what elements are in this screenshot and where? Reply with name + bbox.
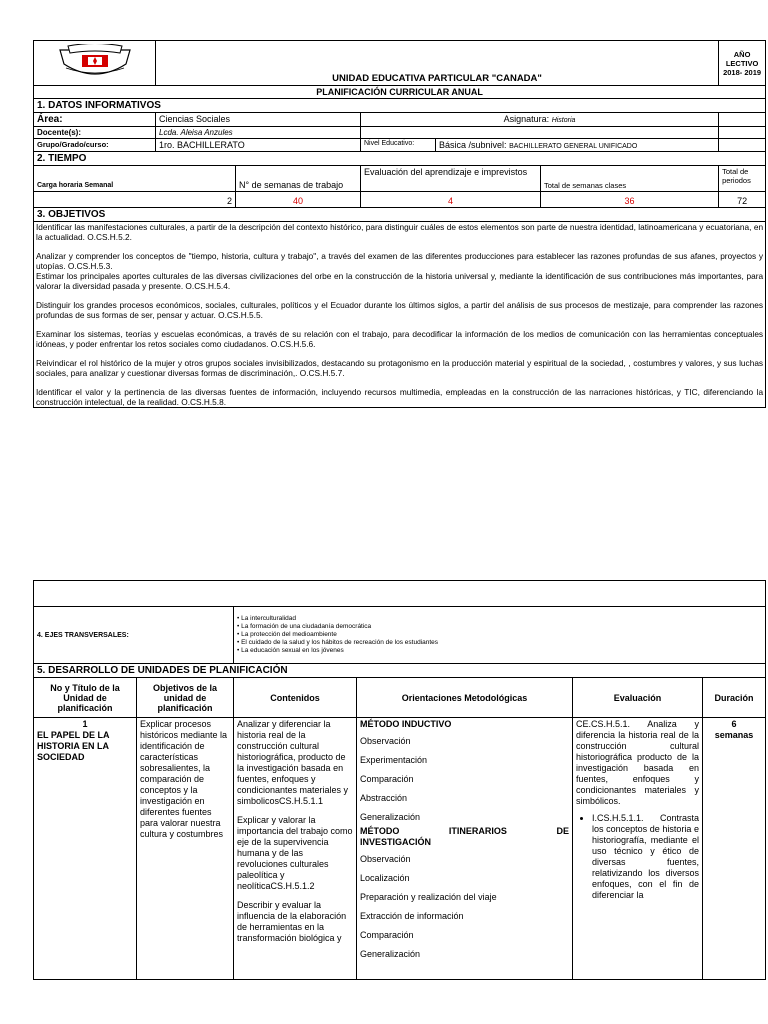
year-value: 2018- 2019 xyxy=(723,67,762,77)
objetivo-item: Identificar el valor y la pertinencia de las diversas fuentes de información, incluyendo recursos multimedia, empleadas en la construcción de las narraciones históricas, y TIC, diferenciando la construcción intelectual, de la realidad. O.CS.H.5.8. xyxy=(36,387,764,407)
unit-cell xyxy=(34,718,137,980)
unit-title: EL PAPEL DE LA HISTORIA EN LA SOCIEDAD xyxy=(37,730,110,762)
section-desarrollo: 5. DESARROLLO DE UNIDADES DE PLANIFICACIÓN xyxy=(34,664,766,678)
evaluacion-label: Evaluación del aprendizaje e imprevistos xyxy=(361,166,541,192)
eje-item: • La protección del medioambiente xyxy=(237,631,762,639)
docente-value: Lcda. Aleisa Anzules xyxy=(159,128,233,137)
section-tiempo: 2. TIEMPO xyxy=(34,152,766,166)
duracion-cell xyxy=(703,718,766,980)
metodo2-title-b: ITINERARIOS xyxy=(448,826,507,836)
eje-item: • El cuidado de la salud y los hábitos de recreación de los estudiantes xyxy=(237,639,762,647)
metodo-step: Abstracción xyxy=(360,793,408,803)
col-header-objetivos: Objetivos de la unidad de planificación xyxy=(137,678,234,718)
metodo2-title-a: MÉTODO xyxy=(360,826,400,836)
section-datos: 1. DATOS INFORMATIVOS xyxy=(34,99,766,113)
metodo-step: Experimentación xyxy=(360,755,428,765)
metodo-step: Comparación xyxy=(360,774,414,784)
metodo-step: Generalización xyxy=(360,812,421,822)
metodo-step: Generalización xyxy=(360,949,421,959)
ejes-label: 4. EJES TRANSVERSALES: xyxy=(34,607,234,664)
metodo-step: Preparación y realización del viaje xyxy=(360,892,497,902)
eje-item: • La interculturalidad xyxy=(237,615,762,623)
year-label: AÑO LECTIVO xyxy=(725,49,759,68)
criterio-evaluacion: CE.CS.H.5.1. Analiza y diferencia la historia real de la construcción cultural historiográfica producto de la investigación basada en fuentes, enfoques y condicionantes materiales y simbólicos. xyxy=(576,719,699,806)
metodo-step: Localización xyxy=(360,873,410,883)
metodo-step: Observación xyxy=(360,854,411,864)
plan-title: PLANIFICACIÓN CURRICULAR ANUAL xyxy=(34,86,766,99)
objetivo-item: Distinguir los grandes procesos económicos, sociales, culturales, políticos y el Ecuador durante los últimos siglos, a partir del análisis de sus procesos de mestizaje, para comprender las razones profundas de sus formas de ser, pensar y actuar. O.CS.H.5.5. xyxy=(36,300,764,320)
metodo-inductivo-title: MÉTODO INDUCTIVO xyxy=(360,719,452,729)
col-header-orientaciones: Orientaciones Metodológicas xyxy=(357,678,573,718)
semanas-value: 40 xyxy=(236,192,361,208)
contenidos-cell xyxy=(234,718,357,980)
school-logo-icon xyxy=(54,44,136,82)
area-value: Ciencias Sociales xyxy=(156,113,361,127)
objetivo-item: Identificar las manifestaciones culturales, a partir de la descripción del contexto histórico, para distinguir cuáles de estos elementos son parte de nuestra identidad, latinoamericana y ecuatoriana, en la actualidad. O.CS.H.5.2. xyxy=(36,222,764,242)
col-header-contenidos: Contenidos xyxy=(234,678,357,718)
total-semanas-value: 36 xyxy=(541,192,719,208)
docente-label: Docente(s): xyxy=(34,127,156,139)
ejes-list xyxy=(234,607,766,664)
total-periodos-value: 72 xyxy=(719,192,766,208)
carga-value: 2 xyxy=(34,192,236,208)
total-periodos-label: Total de periodos xyxy=(719,166,766,192)
school-year xyxy=(719,41,766,86)
metodo2-title-d: INVESTIGACIÓN xyxy=(360,837,432,847)
indicador-evaluacion: • I.CS.H.5.1.1. Contrasta los conceptos de historia e historiografía, mediante el uso técnico y ético de diversas fuentes, relativizando los diversos enfoques, con el fin de diferenciar la xyxy=(592,813,699,901)
semanas-label: N° de semanas de trabajo xyxy=(236,166,361,192)
nivel-label: Nivel Educativo: xyxy=(361,139,436,152)
asignatura-value: Historia xyxy=(551,117,576,124)
carga-label: Carga horaria Semanal xyxy=(34,166,236,192)
contenido-item: Explicar y valorar la importancia del trabajo como eje de la supervivencia humana y de las revoluciones culturales paleolítica y neolíticaCS.H.5.1.2 xyxy=(237,815,353,891)
grupo-value: 1ro. BACHILLERATO xyxy=(156,139,361,152)
eje-item: • La formación de una ciudadanía democrática xyxy=(237,623,762,631)
total-semanas-label: Total de semanas clases xyxy=(541,166,719,192)
asignatura-cell xyxy=(361,113,719,127)
objetivo-item: Analizar y comprender los conceptos de "tiempo, historia, cultura y trabajo", a través del examen de las diferentes producciones para establecer las razones profundas de sus afanes, proyectos y utopías. O.CS.H.5.3. Estimar los principales aportes culturales de las diversas civilizaciones del orbe en la construcción de la historia universal y, mediante la identificación de sus contribuciones más importantes, para valorar la diversidad pasada y presente. O.CS.H.5.4. xyxy=(36,251,764,291)
metodo2-title-c: DE xyxy=(556,826,569,836)
col-header-evaluacion: Evaluación xyxy=(573,678,703,718)
section-objetivos: 3. OBJETIVOS xyxy=(34,208,766,222)
metodo-itinerarios-title xyxy=(360,826,569,848)
col-header-unidad: No y Título de la Unidad de planificación xyxy=(34,678,137,718)
unit-objetivo: Explicar procesos históricos mediante la identificación de características sobresalientes, la comparación de conceptos y la investigación en diferentes fuentes para valorar nuestra cultura y costumbres xyxy=(137,718,234,980)
evaluacion-value: 4 xyxy=(361,192,541,208)
metodo-step: Observación xyxy=(360,736,411,746)
contenido-item: Describir y evaluar la influencia de la elaboración de herramientas en la transformación biológica y xyxy=(237,900,347,943)
objetivo-item: Examinar los sistemas, teorías y escuelas económicas, a través de su relación con el trabajo, para decodificar la información de los medios de comunicación con las herramientas conceptuales idóneas, y poder enfrentar los retos sociales como ciudadanos. O.CS.H.5.6. xyxy=(36,329,764,349)
nivel-value-a: Básica /subnivel: xyxy=(439,140,507,150)
objetivo-item: Reivindicar el rol histórico de la mujer y otros grupos sociales invisibilizados, destacando su protagonismo en la producción material y espiritual de la sociedad, , costumbres y valores, y sus luchas sociales, para analizar y cuestionar diversas formas de discriminación,. O.CS.H.5.7. xyxy=(36,358,764,378)
area-label: Área: xyxy=(34,113,156,127)
metodologia-cell xyxy=(357,718,573,980)
evaluacion-cell xyxy=(573,718,703,980)
header-row xyxy=(34,41,766,86)
nivel-cell xyxy=(436,139,719,152)
planificacion-table xyxy=(33,40,766,408)
duracion-unit: semanas xyxy=(714,730,754,740)
duracion-value: 6 xyxy=(731,719,737,729)
desarrollo-table xyxy=(33,580,766,980)
unit-number: 1 xyxy=(82,719,88,729)
asignatura-label: Asignatura: xyxy=(503,114,550,124)
grupo-label: Grupo/Grado/curso: xyxy=(34,139,156,152)
metodo-step: Extracción de información xyxy=(360,911,464,921)
logo-cell xyxy=(34,41,156,86)
metodo-step: Comparación xyxy=(360,930,414,940)
objetivos-list xyxy=(34,222,766,408)
contenido-item: Analizar y diferenciar la historia real de la construcción cultural historiográfica, producto de la investigación basada en fuentes, enfoques y condicionantes materiales y simbolicosCS.H.5.1.1 xyxy=(237,719,349,806)
school-name: UNIDAD EDUCATIVA PARTICULAR "CANADA" xyxy=(156,41,719,86)
nivel-value-b: BACHILLERATO GENERAL UNIFICADO xyxy=(509,143,638,150)
col-header-duracion: Duración xyxy=(703,678,766,718)
eje-item: • La educación sexual en los jóvenes xyxy=(237,647,762,655)
